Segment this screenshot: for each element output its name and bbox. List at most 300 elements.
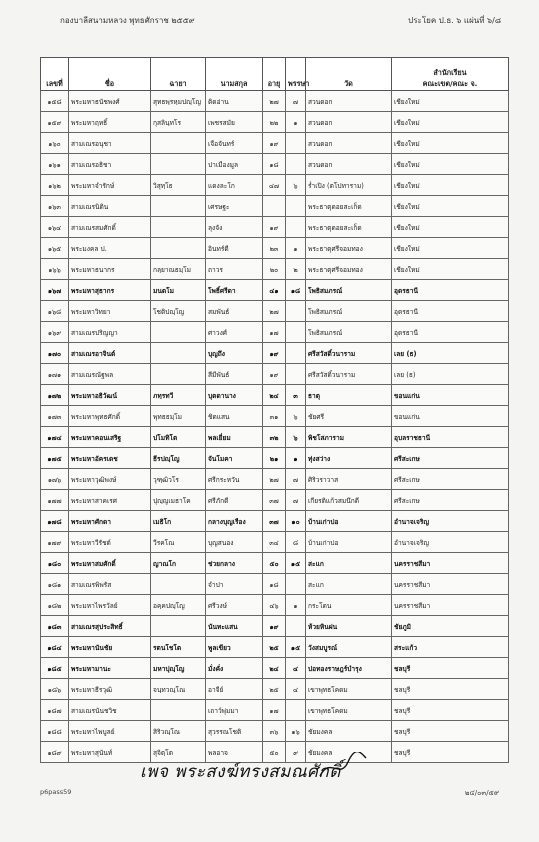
- candidate-age: ๓๖: [263, 721, 286, 742]
- candidate-phansa: [286, 196, 306, 217]
- row-number: ๑๘๔: [41, 637, 69, 658]
- table-row: [41, 301, 509, 322]
- candidate-surname: บุญถึง: [206, 343, 263, 364]
- candidate-chaya: ภทฺรทวี: [151, 385, 206, 406]
- row-number: ๑๘๒: [41, 595, 69, 616]
- candidate-phansa: ๒: [286, 259, 306, 280]
- row-number: ๑๕๙: [41, 112, 69, 133]
- table-row: [41, 448, 509, 469]
- page-signature-watermark: เพจ พระสงฆ์ทรงสมณศักดิ์: [140, 762, 341, 782]
- candidate-phansa: ๑๐: [286, 511, 306, 532]
- candidate-chaya: กุสลินฺทโร: [151, 112, 206, 133]
- candidate-office: อำนาจเจริญ: [392, 532, 509, 553]
- candidate-chaya: มหาปุญฺโญ: [151, 658, 206, 679]
- candidate-name: พระมหาวิทยา: [69, 301, 151, 322]
- row-number: ๑๘๐: [41, 553, 69, 574]
- candidate-age: ๒๗: [263, 469, 286, 490]
- candidate-wat: โพธิสมภรณ์: [306, 322, 392, 343]
- document-header-right: ประโยค ป.ธ. ๖ แผ่นที่ ๖/๘: [408, 16, 501, 25]
- candidate-surname: บุญสนอง: [206, 532, 263, 553]
- candidate-wat: พระธาตุศรีจอมทอง: [306, 238, 392, 259]
- candidate-surname: โพธิ์ศรีดา: [206, 280, 263, 301]
- row-number: ๑๘๘: [41, 721, 69, 742]
- candidate-age: ๓๒: [263, 427, 286, 448]
- row-number: ๑๘๖: [41, 679, 69, 700]
- candidate-wat: โพธิสมภรณ์: [306, 301, 392, 322]
- candidate-wat: สวนดอก: [306, 112, 392, 133]
- candidate-office: เชียงใหม่: [392, 175, 509, 196]
- candidate-surname: สมพันธ์: [206, 301, 263, 322]
- document-date: ๒๔/๐๓/๕๙: [464, 789, 499, 797]
- candidate-name: พระมหาสุนันท์: [69, 742, 151, 763]
- row-number: ๑๖๒: [41, 175, 69, 196]
- candidate-name: พระมหาจำรักษ์: [69, 175, 151, 196]
- candidate-phansa: ๑: [286, 112, 306, 133]
- candidate-wat: ห้วยหินฝน: [306, 616, 392, 637]
- candidate-age: ๒๔: [263, 658, 286, 679]
- table-row: [41, 553, 509, 574]
- candidate-age: ๑๙: [263, 217, 286, 238]
- table-row: [41, 217, 509, 238]
- row-number: ๑๕๘: [41, 91, 69, 112]
- candidate-office: ศรีสะเกษ: [392, 490, 509, 511]
- candidate-surname: ศรีกระหวัน: [206, 469, 263, 490]
- candidate-chaya: ธีรปญฺโญ: [151, 448, 206, 469]
- row-number: ๑๗๕: [41, 448, 69, 469]
- candidate-chaya: [151, 343, 206, 364]
- candidate-office: ชัยภูมิ: [392, 616, 509, 637]
- candidate-phansa: ๓: [286, 385, 306, 406]
- candidate-phansa: [286, 217, 306, 238]
- candidate-age: ๑๗: [263, 700, 286, 721]
- row-number: ๑๗๙: [41, 532, 69, 553]
- candidate-wat: พระธาตุศรีจอมทอง: [306, 259, 392, 280]
- candidate-wat: พิชโสภาราม: [306, 427, 392, 448]
- candidate-chaya: พุทธธมฺโม: [151, 406, 206, 427]
- row-number: ๑๘๕: [41, 658, 69, 679]
- candidate-wat: เกียรติแก้วสมนึกดี: [306, 490, 392, 511]
- candidate-name: พระมหาธีรวุฒิ: [69, 679, 151, 700]
- candidate-phansa: [286, 700, 306, 721]
- candidate-wat: ชัยมงคล: [306, 721, 392, 742]
- header-chaya: ฉายา: [151, 58, 206, 91]
- candidate-wat: สวนดอก: [306, 133, 392, 154]
- candidate-chaya: [151, 238, 206, 259]
- table-row: [41, 658, 509, 679]
- candidate-name: พระมหาวีรัชต์: [69, 532, 151, 553]
- candidate-name: พระมหาธนัชพงศ์: [69, 91, 151, 112]
- candidate-name: พระมหาฤทธิ์: [69, 112, 151, 133]
- candidate-surname: ปาเมืองมูล: [206, 154, 263, 175]
- candidate-name: พระมหามานะ: [69, 658, 151, 679]
- header-no: เลขที่: [41, 58, 69, 91]
- table-row: [41, 532, 509, 553]
- candidate-surname: พลเยี่ยม: [206, 427, 263, 448]
- candidate-office: อุดรธานี: [392, 280, 509, 301]
- candidate-age: ๑๘: [263, 574, 286, 595]
- table-row: [41, 616, 509, 637]
- candidate-name: สามเณรอธิชา: [69, 154, 151, 175]
- candidate-name: สามเณรปริญญา: [69, 322, 151, 343]
- table-header-row: [41, 58, 509, 91]
- candidate-age: ๒๕: [263, 637, 286, 658]
- candidate-wat: บ้านเก่าบ่อ: [306, 511, 392, 532]
- candidate-chaya: รตนโชโต: [151, 637, 206, 658]
- candidate-age: ๒๑: [263, 448, 286, 469]
- candidate-office: ชลบุรี: [392, 658, 509, 679]
- candidate-name: สามเณรนิติน: [69, 196, 151, 217]
- candidate-age: ๓๗: [263, 511, 286, 532]
- row-number: ๑๗๗: [41, 490, 69, 511]
- candidate-age: ๒๗: [263, 301, 286, 322]
- table-row: [41, 259, 509, 280]
- row-number: ๑๘๙: [41, 742, 69, 763]
- candidate-surname: บุตดานาง: [206, 385, 263, 406]
- candidate-phansa: ๖: [286, 175, 306, 196]
- header-name: ชื่อ: [69, 58, 151, 91]
- candidate-age: ๒๔: [263, 385, 286, 406]
- candidate-office: อุบลราชธานี: [392, 427, 509, 448]
- candidate-wat: ศรีสวัสดิ์วนาราม: [306, 343, 392, 364]
- candidate-age: ๒๐: [263, 259, 286, 280]
- candidate-name: พระมหาสมศักดิ์: [69, 553, 151, 574]
- candidate-wat: สะแก: [306, 574, 392, 595]
- candidate-name: พระมหาธนากร: [69, 259, 151, 280]
- header-office: [392, 58, 509, 91]
- candidate-surname: จำปา: [206, 574, 263, 595]
- candidate-age: ๑๙: [263, 133, 286, 154]
- row-number: ๑๗๒: [41, 385, 69, 406]
- candidate-chaya: มนตโม: [151, 280, 206, 301]
- candidate-office: เชียงใหม่: [392, 112, 509, 133]
- candidate-age: ๓๑: [263, 406, 286, 427]
- candidate-phansa: [286, 133, 306, 154]
- candidate-age: ๔๗: [263, 175, 286, 196]
- table-row: [41, 238, 509, 259]
- header-office-line1: สำนักเรียน: [433, 68, 467, 77]
- table-row: [41, 322, 509, 343]
- candidate-office: ขอนแก่น: [392, 385, 509, 406]
- candidate-age: ๑๘: [263, 154, 286, 175]
- candidate-age: [263, 196, 286, 217]
- candidate-surname: พูลเขียว: [206, 637, 263, 658]
- candidate-wat: บ่อทองราษฎร์บำรุง: [306, 658, 392, 679]
- candidate-name: สามเณรสมศักดิ์: [69, 217, 151, 238]
- candidate-chaya: สุจิตฺโต: [151, 742, 206, 763]
- candidate-name: สามเณรสุประสิทธิ์: [69, 616, 151, 637]
- candidate-office: เชียงใหม่: [392, 217, 509, 238]
- row-number: ๑๖๐: [41, 133, 69, 154]
- candidate-wat: ร่ำเปิง (ตโปทาราม): [306, 175, 392, 196]
- candidate-phansa: ๑๕: [286, 553, 306, 574]
- candidate-chaya: [151, 574, 206, 595]
- candidate-name: พระมหาวุฒิพงษ์: [69, 469, 151, 490]
- candidate-name: พระมหาพุทธศักดิ์: [69, 406, 151, 427]
- table-row: [41, 364, 509, 385]
- table-row: [41, 112, 509, 133]
- candidate-wat: สะแก: [306, 553, 392, 574]
- table-row: [41, 196, 509, 217]
- candidate-name: สามเณรนันชวิช: [69, 700, 151, 721]
- candidate-chaya: [151, 217, 206, 238]
- signature-flourish-icon: [318, 752, 368, 782]
- candidate-age: ๔๖: [263, 595, 286, 616]
- candidate-surname: กลางบุญเรือง: [206, 511, 263, 532]
- candidate-office: เชียงใหม่: [392, 154, 509, 175]
- candidate-age: ๒๒: [263, 112, 286, 133]
- candidate-wat: สวนดอก: [306, 91, 392, 112]
- candidate-surname: จันโมคา: [206, 448, 263, 469]
- candidate-chaya: วีรคโณ: [151, 532, 206, 553]
- row-number: ๑๘๓: [41, 616, 69, 637]
- candidate-chaya: โชติปญฺโญ: [151, 301, 206, 322]
- candidate-age: ๑๙: [263, 343, 286, 364]
- candidate-wat: บ้านเก่าบ่อ: [306, 532, 392, 553]
- candidate-phansa: ๑: [286, 448, 306, 469]
- row-number: ๑๖๕: [41, 238, 69, 259]
- candidate-chaya: ญาณโก: [151, 553, 206, 574]
- candidate-wat: สวนดอก: [306, 154, 392, 175]
- candidate-office: นครราชสีมา: [392, 595, 509, 616]
- candidate-surname: ติดอ่าน: [206, 91, 263, 112]
- row-number: ๑๗๑: [41, 364, 69, 385]
- candidate-phansa: ๙: [286, 742, 306, 763]
- row-number: ๑๗๐: [41, 343, 69, 364]
- results-table: [40, 57, 509, 763]
- candidate-name: พระมหาไพรวัลย์: [69, 595, 151, 616]
- candidate-office: เชียงใหม่: [392, 238, 509, 259]
- candidate-phansa: ๑๘: [286, 280, 306, 301]
- table-row: [41, 721, 509, 742]
- candidate-age: ๕๐: [263, 742, 286, 763]
- candidate-chaya: ปโมทิโต: [151, 427, 206, 448]
- candidate-wat: พระธาตุดอยสะเก็ด: [306, 217, 392, 238]
- table-row: [41, 679, 509, 700]
- candidate-office: เชียงใหม่: [392, 91, 509, 112]
- candidate-chaya: อคฺคปญฺโญ: [151, 595, 206, 616]
- candidate-age: ๓๗: [263, 490, 286, 511]
- candidate-surname: เถาว์พุ่มมา: [206, 700, 263, 721]
- candidate-surname: นันทะแสน: [206, 616, 263, 637]
- candidate-surname: ถาวร: [206, 259, 263, 280]
- candidate-chaya: [151, 154, 206, 175]
- candidate-phansa: [286, 301, 306, 322]
- candidate-wat: โพธิสมภรณ์: [306, 280, 392, 301]
- candidate-name: พระมหานันชัย: [69, 637, 151, 658]
- candidate-name: พระมหาอธิวัฒน์: [69, 385, 151, 406]
- candidate-surname: อาจีย์: [206, 679, 263, 700]
- candidate-phansa: [286, 574, 306, 595]
- candidate-office: ขอนแก่น: [392, 406, 509, 427]
- candidate-wat: ศรีสวัสดิ์วนาราม: [306, 364, 392, 385]
- candidate-chaya: ปุญฺญเมธาโค: [151, 490, 206, 511]
- candidate-name: พระมหาคอนเสริฐ: [69, 427, 151, 448]
- candidate-wat: เขาพุทธโคดม: [306, 679, 392, 700]
- candidate-age: ๒๗: [263, 91, 286, 112]
- candidate-phansa: ๗: [286, 469, 306, 490]
- row-number: ๑๗๖: [41, 469, 69, 490]
- table-row: [41, 595, 509, 616]
- candidate-wat: กระโดน: [306, 595, 392, 616]
- candidate-office: ชลบุรี: [392, 700, 509, 721]
- candidate-phansa: ๑: [286, 238, 306, 259]
- header-office-line2: คณะเขต/คณะ จ.: [422, 79, 478, 88]
- candidate-chaya: สิริวณฺโณ: [151, 721, 206, 742]
- candidate-surname: ศาวงศ์: [206, 322, 263, 343]
- candidate-chaya: [151, 616, 206, 637]
- table-row: [41, 154, 509, 175]
- candidate-phansa: ๔: [286, 658, 306, 679]
- table-row: [41, 637, 509, 658]
- candidate-office: เชียงใหม่: [392, 196, 509, 217]
- candidate-chaya: [151, 133, 206, 154]
- candidate-name: พระมหาอัครเดช: [69, 448, 151, 469]
- candidate-surname: อินทร์ดี: [206, 238, 263, 259]
- row-number: ๑๖๑: [41, 154, 69, 175]
- candidate-chaya: [151, 700, 206, 721]
- candidate-name: พระมหาศักดา: [69, 511, 151, 532]
- candidate-office: ชลบุรี: [392, 742, 509, 763]
- candidate-wat: ชัยมงคล: [306, 742, 392, 763]
- candidate-phansa: ๖: [286, 406, 306, 427]
- candidate-surname: เศรษฐะ: [206, 196, 263, 217]
- candidate-surname: เพชรสมัย: [206, 112, 263, 133]
- candidate-phansa: ๖: [286, 427, 306, 448]
- candidate-age: ๑๗: [263, 322, 286, 343]
- candidate-chaya: วุฑฺฒิวโร: [151, 469, 206, 490]
- candidate-age: ๒๕: [263, 679, 286, 700]
- candidate-phansa: ๗: [286, 490, 306, 511]
- candidate-name: พระมหาสุธากร: [69, 280, 151, 301]
- candidate-phansa: ๑: [286, 595, 306, 616]
- candidate-office: เชียงใหม่: [392, 133, 509, 154]
- candidate-phansa: [286, 343, 306, 364]
- row-number: ๑๘๗: [41, 700, 69, 721]
- table-row: [41, 175, 509, 196]
- header-surname: นามสกุล: [206, 58, 263, 91]
- candidate-surname: ศรีวงษ์: [206, 595, 263, 616]
- row-number: ๑๗๔: [41, 427, 69, 448]
- candidate-age: ๓๔: [263, 532, 286, 553]
- candidate-chaya: กลฺยาณธมฺโม: [151, 259, 206, 280]
- candidate-phansa: ๔: [286, 679, 306, 700]
- candidate-age: ๑๙: [263, 364, 286, 385]
- candidate-surname: เจือจันทร์: [206, 133, 263, 154]
- candidate-office: นครราชสีมา: [392, 553, 509, 574]
- candidate-surname: สีมีพันธ์: [206, 364, 263, 385]
- candidate-wat: ทุ่งสว่าง: [306, 448, 392, 469]
- candidate-age: ๒๓: [263, 238, 286, 259]
- row-number: ๑๖๗: [41, 280, 69, 301]
- candidate-office: อุดรธานี: [392, 301, 509, 322]
- candidate-phansa: ๑๖: [286, 721, 306, 742]
- candidate-phansa: [286, 154, 306, 175]
- candidate-phansa: ๗: [286, 91, 306, 112]
- row-number: ๑๖๖: [41, 259, 69, 280]
- candidate-chaya: [151, 364, 206, 385]
- candidate-phansa: ๑๕: [286, 637, 306, 658]
- candidate-office: ศรีสะเกษ: [392, 469, 509, 490]
- table-row: [41, 700, 509, 721]
- candidate-office: เลย (ธ): [392, 364, 509, 385]
- row-number: ๑๖๔: [41, 217, 69, 238]
- table-row: [41, 91, 509, 112]
- candidate-wat: วังสมบูรณ์: [306, 637, 392, 658]
- candidate-office: เชียงใหม่: [392, 259, 509, 280]
- candidate-chaya: วิสุทฺโธ: [151, 175, 206, 196]
- candidate-surname: สุวรรณโชติ: [206, 721, 263, 742]
- row-number: ๑๖๘: [41, 301, 69, 322]
- candidate-name: พระมหาสาคเรศ: [69, 490, 151, 511]
- candidate-name: สามเณรณัฐพล: [69, 364, 151, 385]
- row-number: ๑๗๓: [41, 406, 69, 427]
- table-row: [41, 574, 509, 595]
- candidate-surname: ลุงจัง: [206, 217, 263, 238]
- candidate-chaya: สุทธพฺรหฺมปญฺโญ: [151, 91, 206, 112]
- candidate-surname: ช่วยกลาง: [206, 553, 263, 574]
- table-row: [41, 133, 509, 154]
- candidate-wat: ศิริวราวาส: [306, 469, 392, 490]
- row-number: ๑๖๓: [41, 196, 69, 217]
- table-row: [41, 427, 509, 448]
- candidate-name: พระมงคล ป.: [69, 238, 151, 259]
- header-wat: วัด: [306, 58, 392, 91]
- candidate-name: สามเณรอาจินต์: [69, 343, 151, 364]
- candidate-wat: ธาตุ: [306, 385, 392, 406]
- candidate-office: อำนาจเจริญ: [392, 511, 509, 532]
- table-row: [41, 343, 509, 364]
- candidate-name: สามเณรอนุชา: [69, 133, 151, 154]
- candidate-office: นครราชสีมา: [392, 574, 509, 595]
- candidate-surname: พลอาจ: [206, 742, 263, 763]
- candidate-office: เลย (ธ): [392, 343, 509, 364]
- header-age: อายุ: [263, 58, 286, 91]
- candidate-phansa: [286, 364, 306, 385]
- document-id: p6pass59: [40, 788, 72, 796]
- candidate-chaya: [151, 196, 206, 217]
- candidate-surname: แดงละโก: [206, 175, 263, 196]
- candidate-surname: ศรีภักดี: [206, 490, 263, 511]
- table-row: [41, 490, 509, 511]
- table-row: [41, 385, 509, 406]
- candidate-name: สามเณรพิพรัส: [69, 574, 151, 595]
- candidate-surname: ชิดแสน: [206, 406, 263, 427]
- candidate-age: ๔๑: [263, 280, 286, 301]
- table-row: [41, 406, 509, 427]
- candidate-phansa: [286, 322, 306, 343]
- candidate-wat: เขาพุทธโคดม: [306, 700, 392, 721]
- candidate-office: ชลบุรี: [392, 679, 509, 700]
- candidate-wat: พระธาตุดอยสะเก็ด: [306, 196, 392, 217]
- table-row: [41, 469, 509, 490]
- candidate-office: อุดรธานี: [392, 322, 509, 343]
- candidate-wat: ชัยศรี: [306, 406, 392, 427]
- candidate-phansa: ๘: [286, 532, 306, 553]
- candidate-chaya: [151, 322, 206, 343]
- row-number: ๑๖๙: [41, 322, 69, 343]
- candidate-chaya: จนฺทวณฺโณ: [151, 679, 206, 700]
- candidate-office: ศรีสะเกษ: [392, 448, 509, 469]
- row-number: ๑๘๑: [41, 574, 69, 595]
- table-row: [41, 511, 509, 532]
- row-number: ๑๗๘: [41, 511, 69, 532]
- candidate-surname: มั่งคั่ง: [206, 658, 263, 679]
- candidate-age: ๕๐: [263, 553, 286, 574]
- candidate-office: ชลบุรี: [392, 721, 509, 742]
- candidate-age: ๑๙: [263, 616, 286, 637]
- candidate-phansa: [286, 616, 306, 637]
- document-header-left: กองบาลีสนามหลวง พุทธศักราช ๒๕๕๙: [60, 16, 195, 25]
